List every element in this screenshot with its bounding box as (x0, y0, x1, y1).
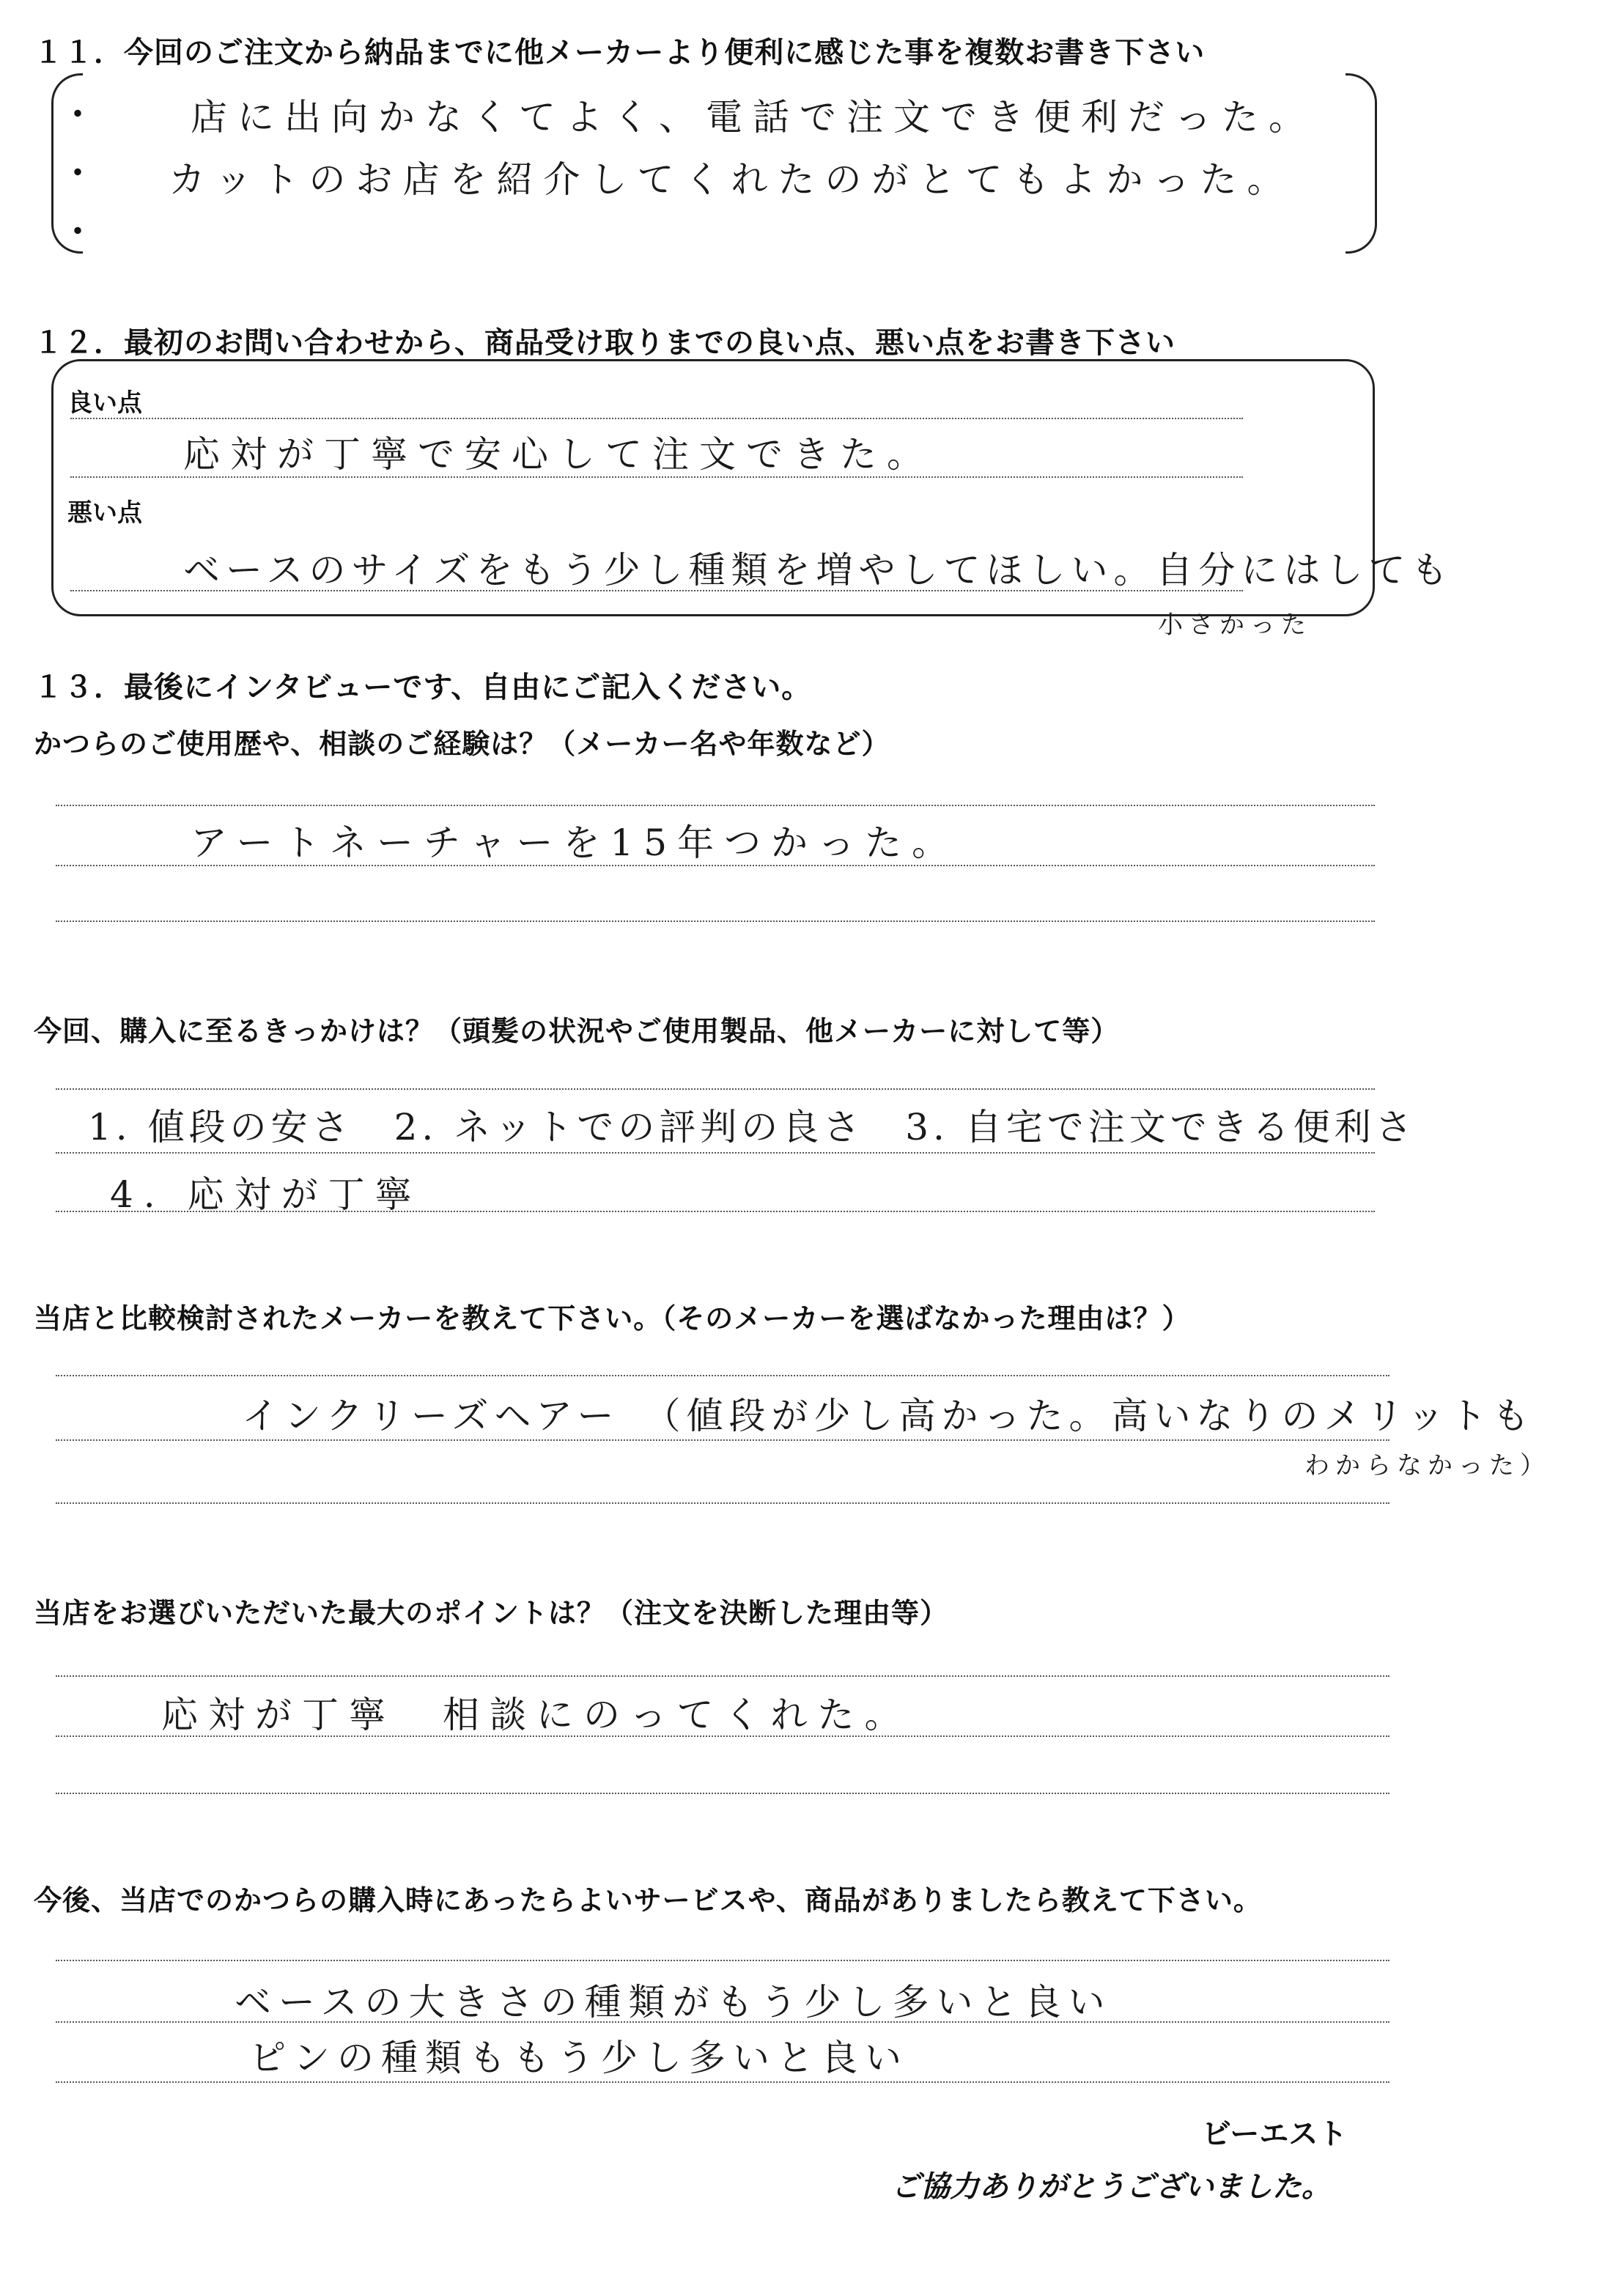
point-question: 当店をお選びいただいた最大のポイントは？（注文を決断した理由等） (34, 1597, 949, 1629)
q12-title: １２．最初のお問い合わせから、商品受け取りまでの良い点、悪い点をお書き下さい (34, 326, 1175, 360)
history-answer: アートネーチャーを15年つかった。 (191, 822, 959, 864)
future-line-1 (56, 1960, 1389, 1961)
point-line-3 (56, 1793, 1389, 1794)
company-name: ビーエスト (1202, 2117, 1348, 2151)
q11-answer-1: 店に出向かなくてよく、電話で注文でき便利だった。 (191, 96, 1315, 139)
good-points-line-2 (70, 476, 1243, 478)
history-line-2 (56, 865, 1375, 866)
reason-line-2 (56, 1152, 1375, 1154)
reason-question: 今回、購入に至るきっかけは？（頭髪の状況やご使用製品、他メーカーに対して等） (34, 1015, 1120, 1047)
q11-bullet-1: ・ (62, 96, 94, 133)
q11-bullet-2: ・ (62, 155, 94, 192)
bad-points-answer-cont: 小さかった (1158, 610, 1312, 640)
compare-line-2 (56, 1439, 1389, 1441)
reason-answer-1: 1. 値段の安さ 2. ネットでの評判の良さ 3. 自宅で注文できる便利さ (88, 1106, 1417, 1148)
history-line-3 (56, 920, 1375, 922)
compare-answer-1: インクリーズヘアー （値段が少し高かった。高いなりのメリットも (242, 1395, 1535, 1437)
bad-points-label: 悪い点 (67, 498, 142, 528)
future-line-3 (56, 2081, 1389, 2083)
future-line-2 (56, 2021, 1389, 2023)
compare-line-3 (56, 1502, 1389, 1504)
bad-points-answer: ベースのサイズをもう少し種類を増やしてほしい。自分にはしても (183, 549, 1454, 591)
q11-answer-2: カットのお店を紹介してくれたのがとてもよかった。 (169, 158, 1294, 201)
compare-answer-2: わからなかった） (1304, 1451, 1551, 1480)
future-answer-1: ベースの大きさの種類がもう少し多いと良い (235, 1981, 1112, 2023)
future-question: 今後、当店でのかつらの購入時にあったらよいサービスや、商品がありましたら教えて下さい。 (34, 1884, 1262, 1916)
reason-line-1 (56, 1088, 1375, 1090)
good-points-label: 良い点 (67, 388, 142, 418)
good-points-line (70, 418, 1243, 419)
future-answer-2: ピンの種類ももう少し多いと良い (249, 2037, 909, 2079)
good-points-answer: 応対が丁寧で安心して注文できた。 (183, 433, 934, 476)
q11-title: １１．今回のご注文から納品までに他メーカーより便利に感じた事を複数お書き下さい (34, 36, 1206, 70)
compare-question: 当店と比較検討されたメーカーを教えて下さい。（そのメーカーを選ばなかった理由は？） (34, 1302, 1191, 1335)
reason-line-3 (56, 1211, 1375, 1212)
q11-right-bracket (1346, 73, 1377, 254)
q11-bullet-3: ・ (62, 213, 94, 251)
reason-answer-2: 4. 応対が丁寧 (110, 1173, 422, 1216)
history-line-1 (56, 805, 1375, 806)
point-answer: 応対が丁寧 相談にのってくれた。 (161, 1694, 912, 1736)
thanks-message: ご協力ありがとうございました。 (891, 2170, 1331, 2204)
history-question: かつらのご使用歴や、相談のご経験は？（メーカー名や年数など） (34, 728, 890, 760)
bad-points-line (70, 590, 1243, 591)
point-line-1 (56, 1675, 1389, 1677)
q13-title: １３．最後にインタビューです、自由にご記入ください。 (34, 671, 812, 704)
point-line-2 (56, 1735, 1389, 1737)
compare-line-1 (56, 1375, 1389, 1376)
